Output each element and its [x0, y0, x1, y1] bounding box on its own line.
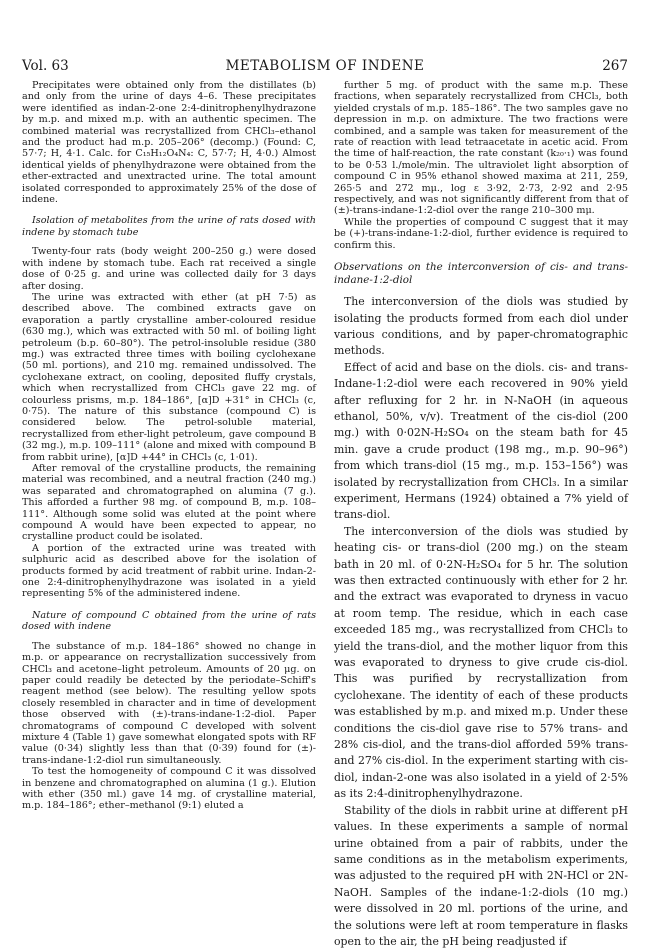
section-heading: Observations on the interconversion of cis- and trans-indane-1:2-diol — [334, 261, 628, 286]
paragraph: Twenty-four rats (body weight 200–250 g.) were dosed with indene by stomach tube. Each rat received a single dose of 0·25 g. and urine was collected daily for 3 days after dosing. — [22, 246, 316, 292]
paragraph: further 5 mg. of product with the same m.p. These fractions, when separately recrystallized from CHCl₃, both yielded crystals of m.p. 185–186°. The two samples gave no depression in m.p. on admixture. The two fractions were combined, and a sample was taken for measurement of the rate of reaction with lead tetraacetate in acetic acid. From the time of half-reaction, the rate constant (k₂₀·₁) was found to be 0·53 l./mole/min. The ultraviolet light absorption of compound C in 95% ethanol showed maxima at 211, 259, 265·5 and 272 mμ., log ε 3·92, 2·73, 2·92 and 2·95 respectively, and was not significantly different from that of (±)-trans-indane-1:2-diol over the range 210–300 mμ. — [334, 80, 628, 217]
paragraph: Precipitates were obtained only from the distillates (b) and only from the urine of days 4–6. These precipitates were identified as indan-2-one 2:4-dinitrophenylhydrazone by m.p. and mixed m.p. with an authentic specimen. The combined material was recrystallized from CHCl₃–ethanol and the product had m.p. 205–206° (decomp.) (Found: C, 57·7; H, 4·1. Calc. for C₁₅H₁₂O₄N₄: C, 57·7; H, 4·0.) Almost identical yields of phenylhydrazone were obtained from the ether-extracted and unextracted urine. The total amount isolated corresponded to approximately 25% of the dose of indene. — [22, 80, 316, 206]
left-column — [22, 80, 316, 812]
paragraph: The urine was extracted with ether (at pH 7·5) as described above. The combined extracts gave on evaporation a partly crystalline amber-coloured residue (630 mg.), which was extracted with 50 ml. of boiling light petroleum (b.p. 60–80°). The petrol-insoluble residue (380 mg.) was extracted three times with boiling cyclohexane (50 ml. portions), and 210 mg. remained undissolved. The cyclohexane extract, on cooling, deposited fluffy crystals, which when recrystallized from CHCl₃ gave 22 mg. of colourless prisms, m.p. 184–186°, [α]D +31° in CHCl₃ (c, 0·75). The nature of this substance (compound C) is considered below. The petrol-soluble material, recrystallized from ether-light petroleum, gave compound B (32 mg.), m.p. 109–111° (alone and mixed with compound B from rabbit urine), [α]D +44° in CHCl₃ (c, 1·01). — [22, 291, 316, 463]
right-column — [334, 80, 628, 950]
paragraph: Effect of acid and base on the diols. cis- and trans-Indane-1:2-diol were each recovered in 90% yield after refluxing for 2 hr. in N-NaOH (in aqueous ethanol, 50%, v/v). Treatment of the cis-diol (200 mg.) with 0·02N-H₂SO₄ on the steam bath for 45 min. gave a crude product (198 mg., m.p. 90–96°) from which trans-diol (15 mg., m.p. 153–156°) was isolated by recrystallization from CHCl₃. In a similar experiment, Hermans (1924) obtained a 7% yield of trans-diol. — [334, 360, 628, 522]
paragraph: To test the homogeneity of compound C it was dissolved in benzene and chromatographed on alumina (1 g.). Elution with ether (350 ml.) gave 14 mg. of crystalline material, m.p. 184–186°; ether–methanol (9:1) eluted a — [22, 766, 316, 812]
section-heading: Isolation of metabolites from the urine of rats dosed with indene by stomach tube — [22, 215, 316, 238]
paragraph: The interconversion of the diols was studied by isolating the products formed from each diol under various conditions, and by paper-chromatographic methods. — [334, 295, 628, 358]
paragraph: Stability of the diols in rabbit urine at different pH values. In these experiments a sample of normal urine obtained from a pair of rabbits, under the same conditions as in the metabolism experiments, was adjusted to the required pH with 2N-HCl or 2N-NaOH. Samples of the indane-1:2-diols (10 mg.) were dissolved in 20 ml. portions of the urine, and the solutions were left at room temperature in flasks open to the air, the pH being readjusted if — [334, 803, 628, 948]
running-title: METABOLISM OF INDENE — [225, 58, 425, 74]
section-heading: Nature of compound C obtained from the urine of rats dosed with indene — [22, 609, 316, 633]
volume-label: Vol. 63 — [22, 58, 69, 74]
paragraph: A portion of the extracted urine was treated with sulphuric acid as described above for the isolation of products formed by acid treatment of rabbit urine. Indan-2-one 2:4-dinitrophenylhydrazone was isolated in a yield representing 5% of the administered indene. — [22, 542, 316, 600]
paragraph: The interconversion of the diols was studied by heating cis- or trans-diol (200 mg.) on the steam bath in 20 ml. of 0·2N-H₂SO₄ for 5 hr. The solution was then extracted continuously with ether for 2 hr. and the extract was evaporated to dryness in vacuo at room temp. The residue, which in each case exceeded 185 mg., was recrystallized from CHCl₃ to yield the trans-diol, and the mother liquor from this was evaporated to dryness to give crude cis-diol. This was purified by recrystallization from cyclohexane. The identity of each of these products was established by m.p. and mixed m.p. Under these conditions the cis-diol gave rise to 57% trans- and 28% cis-diol, and the trans-diol afforded 59% trans- and 27% cis-diol. In the experiment starting with cis-diol, indan-2-one was also isolated in a yield of 2·5% as its 2:4-dinitrophenylhydrazone. — [334, 524, 628, 801]
paragraph: After removal of the crystalline products, the remaining material was recombined, and a neutral fraction (240 mg.) was separated and chromatographed on alumina (7 g.). This afforded a further 98 mg. of compound B, m.p. 108–111°. Although some solid was eluted at the point where compound A would have been expected to appear, no crystalline product could be isolated. — [22, 463, 316, 543]
running-header — [22, 58, 628, 76]
page-number: 267 — [602, 58, 628, 74]
paragraph: While the properties of compound C suggest that it may be (+)-trans-indane-1:2-diol, further evidence is required to confirm this. — [334, 216, 628, 251]
paragraph: The substance of m.p. 184–186° showed no change in m.p. or appearance on recrystallization successively from CHCl₃ and acetone–light petroleum. Amounts of 20 μg. on paper could readily be detected by the periodate–Schiff's reagent method (see below). The resulting yellow spots closely resembled in character and in time of development those observed with (±)-trans-indane-1:2-diol. Paper chromatograms of compound C developed with solvent mixture 4 (Table 1) gave somewhat elongated spots with RF value (0·34) slightly less than that (0·39) found for (±)-trans-indane-1:2-diol run simultaneously. — [22, 640, 316, 766]
